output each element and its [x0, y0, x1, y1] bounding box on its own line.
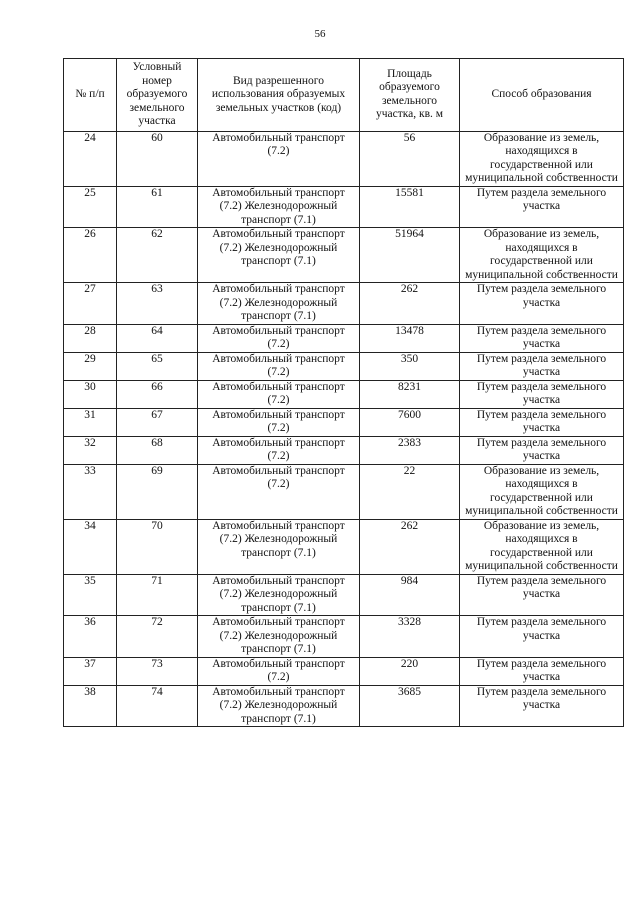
table-row — [64, 616, 624, 658]
cell-formation-method: Путем раздела земельного участка — [460, 574, 624, 616]
table-row — [64, 685, 624, 727]
table-row — [64, 464, 624, 519]
cell-permitted-use: Автомобильный транспорт (7.2) — [198, 408, 360, 436]
cell-plot-id: 74 — [117, 685, 198, 727]
cell-permitted-use: Автомобильный транспорт (7.2) — [198, 436, 360, 464]
cell-plot-id: 61 — [117, 186, 198, 228]
cell-number: 31 — [64, 408, 117, 436]
cell-number: 29 — [64, 352, 117, 380]
cell-area: 7600 — [360, 408, 460, 436]
cell-area: 3328 — [360, 616, 460, 658]
cell-permitted-use: Автомобильный транспорт (7.2) Железнодорожный транспорт (7.1) — [198, 616, 360, 658]
cell-area: 262 — [360, 519, 460, 574]
cell-formation-method: Путем раздела земельного участка — [460, 657, 624, 685]
cell-plot-id: 70 — [117, 519, 198, 574]
cell-area: 51964 — [360, 228, 460, 283]
cell-plot-id: 71 — [117, 574, 198, 616]
header-area: Площадь образуемого земельного участка, кв. м — [360, 59, 460, 132]
cell-permitted-use: Автомобильный транспорт (7.2) — [198, 352, 360, 380]
header-permitted-use: Вид разрешенного использования образуемых земельных участков (код) — [198, 59, 360, 132]
table-row — [64, 352, 624, 380]
cell-number: 32 — [64, 436, 117, 464]
cell-permitted-use: Автомобильный транспорт (7.2) — [198, 380, 360, 408]
page-number: 56 — [314, 28, 326, 40]
cell-number: 38 — [64, 685, 117, 727]
cell-area: 56 — [360, 131, 460, 186]
cell-permitted-use: Автомобильный транспорт (7.2) Железнодорожный транспорт (7.1) — [198, 186, 360, 228]
header-plot-id: Условный номер образуемого земельного участка — [117, 59, 198, 132]
cell-plot-id: 73 — [117, 657, 198, 685]
header-number: № п/п — [64, 59, 117, 132]
cell-permitted-use: Автомобильный транспорт (7.2) — [198, 324, 360, 352]
table-row — [64, 657, 624, 685]
cell-area: 2383 — [360, 436, 460, 464]
cell-plot-id: 64 — [117, 324, 198, 352]
cell-number: 30 — [64, 380, 117, 408]
cell-permitted-use: Автомобильный транспорт (7.2) Железнодорожный транспорт (7.1) — [198, 685, 360, 727]
cell-permitted-use: Автомобильный транспорт (7.2) — [198, 464, 360, 519]
table-row — [64, 131, 624, 186]
cell-number: 36 — [64, 616, 117, 658]
cell-plot-id: 68 — [117, 436, 198, 464]
cell-permitted-use: Автомобильный транспорт (7.2) Железнодорожный транспорт (7.1) — [198, 574, 360, 616]
cell-area: 3685 — [360, 685, 460, 727]
cell-permitted-use: Автомобильный транспорт (7.2) Железнодорожный транспорт (7.1) — [198, 283, 360, 325]
cell-area: 22 — [360, 464, 460, 519]
table-row — [64, 283, 624, 325]
cell-area: 8231 — [360, 380, 460, 408]
cell-formation-method: Путем раздела земельного участка — [460, 616, 624, 658]
cell-area: 220 — [360, 657, 460, 685]
cell-formation-method: Образование из земель, находящихся в государственной или муниципальной собственности — [460, 464, 624, 519]
cell-permitted-use: Автомобильный транспорт (7.2) Железнодорожный транспорт (7.1) — [198, 519, 360, 574]
cell-plot-id: 62 — [117, 228, 198, 283]
cell-number: 27 — [64, 283, 117, 325]
cell-formation-method: Путем раздела земельного участка — [460, 283, 624, 325]
header-formation-method: Способ образования — [460, 59, 624, 132]
cell-number: 26 — [64, 228, 117, 283]
cell-number: 25 — [64, 186, 117, 228]
cell-plot-id: 66 — [117, 380, 198, 408]
cell-formation-method: Путем раздела земельного участка — [460, 380, 624, 408]
table-row — [64, 408, 624, 436]
cell-area: 15581 — [360, 186, 460, 228]
cell-plot-id: 65 — [117, 352, 198, 380]
land-plots-table — [63, 58, 624, 727]
cell-formation-method: Путем раздела земельного участка — [460, 186, 624, 228]
cell-formation-method: Образование из земель, находящихся в государственной или муниципальной собственности — [460, 228, 624, 283]
table-row — [64, 436, 624, 464]
cell-permitted-use: Автомобильный транспорт (7.2) — [198, 131, 360, 186]
cell-number: 34 — [64, 519, 117, 574]
cell-area: 350 — [360, 352, 460, 380]
table-row — [64, 574, 624, 616]
table-header — [64, 59, 624, 132]
cell-plot-id: 63 — [117, 283, 198, 325]
cell-number: 35 — [64, 574, 117, 616]
cell-plot-id: 69 — [117, 464, 198, 519]
cell-plot-id: 67 — [117, 408, 198, 436]
cell-area: 262 — [360, 283, 460, 325]
cell-formation-method: Путем раздела земельного участка — [460, 408, 624, 436]
cell-permitted-use: Автомобильный транспорт (7.2) Железнодорожный транспорт (7.1) — [198, 228, 360, 283]
cell-number: 33 — [64, 464, 117, 519]
cell-area: 13478 — [360, 324, 460, 352]
table-body — [64, 131, 624, 727]
cell-plot-id: 60 — [117, 131, 198, 186]
header-row — [64, 59, 624, 132]
cell-number: 24 — [64, 131, 117, 186]
cell-formation-method: Путем раздела земельного участка — [460, 324, 624, 352]
table-row — [64, 380, 624, 408]
cell-formation-method: Путем раздела земельного участка — [460, 352, 624, 380]
table-row — [64, 519, 624, 574]
cell-formation-method: Путем раздела земельного участка — [460, 685, 624, 727]
cell-formation-method: Образование из земель, находящихся в государственной или муниципальной собственности — [460, 519, 624, 574]
cell-area: 984 — [360, 574, 460, 616]
cell-number: 37 — [64, 657, 117, 685]
cell-permitted-use: Автомобильный транспорт (7.2) — [198, 657, 360, 685]
table-row — [64, 228, 624, 283]
cell-number: 28 — [64, 324, 117, 352]
cell-plot-id: 72 — [117, 616, 198, 658]
table-row — [64, 324, 624, 352]
table-row — [64, 186, 624, 228]
cell-formation-method: Путем раздела земельного участка — [460, 436, 624, 464]
cell-formation-method: Образование из земель, находящихся в государственной или муниципальной собственности — [460, 131, 624, 186]
